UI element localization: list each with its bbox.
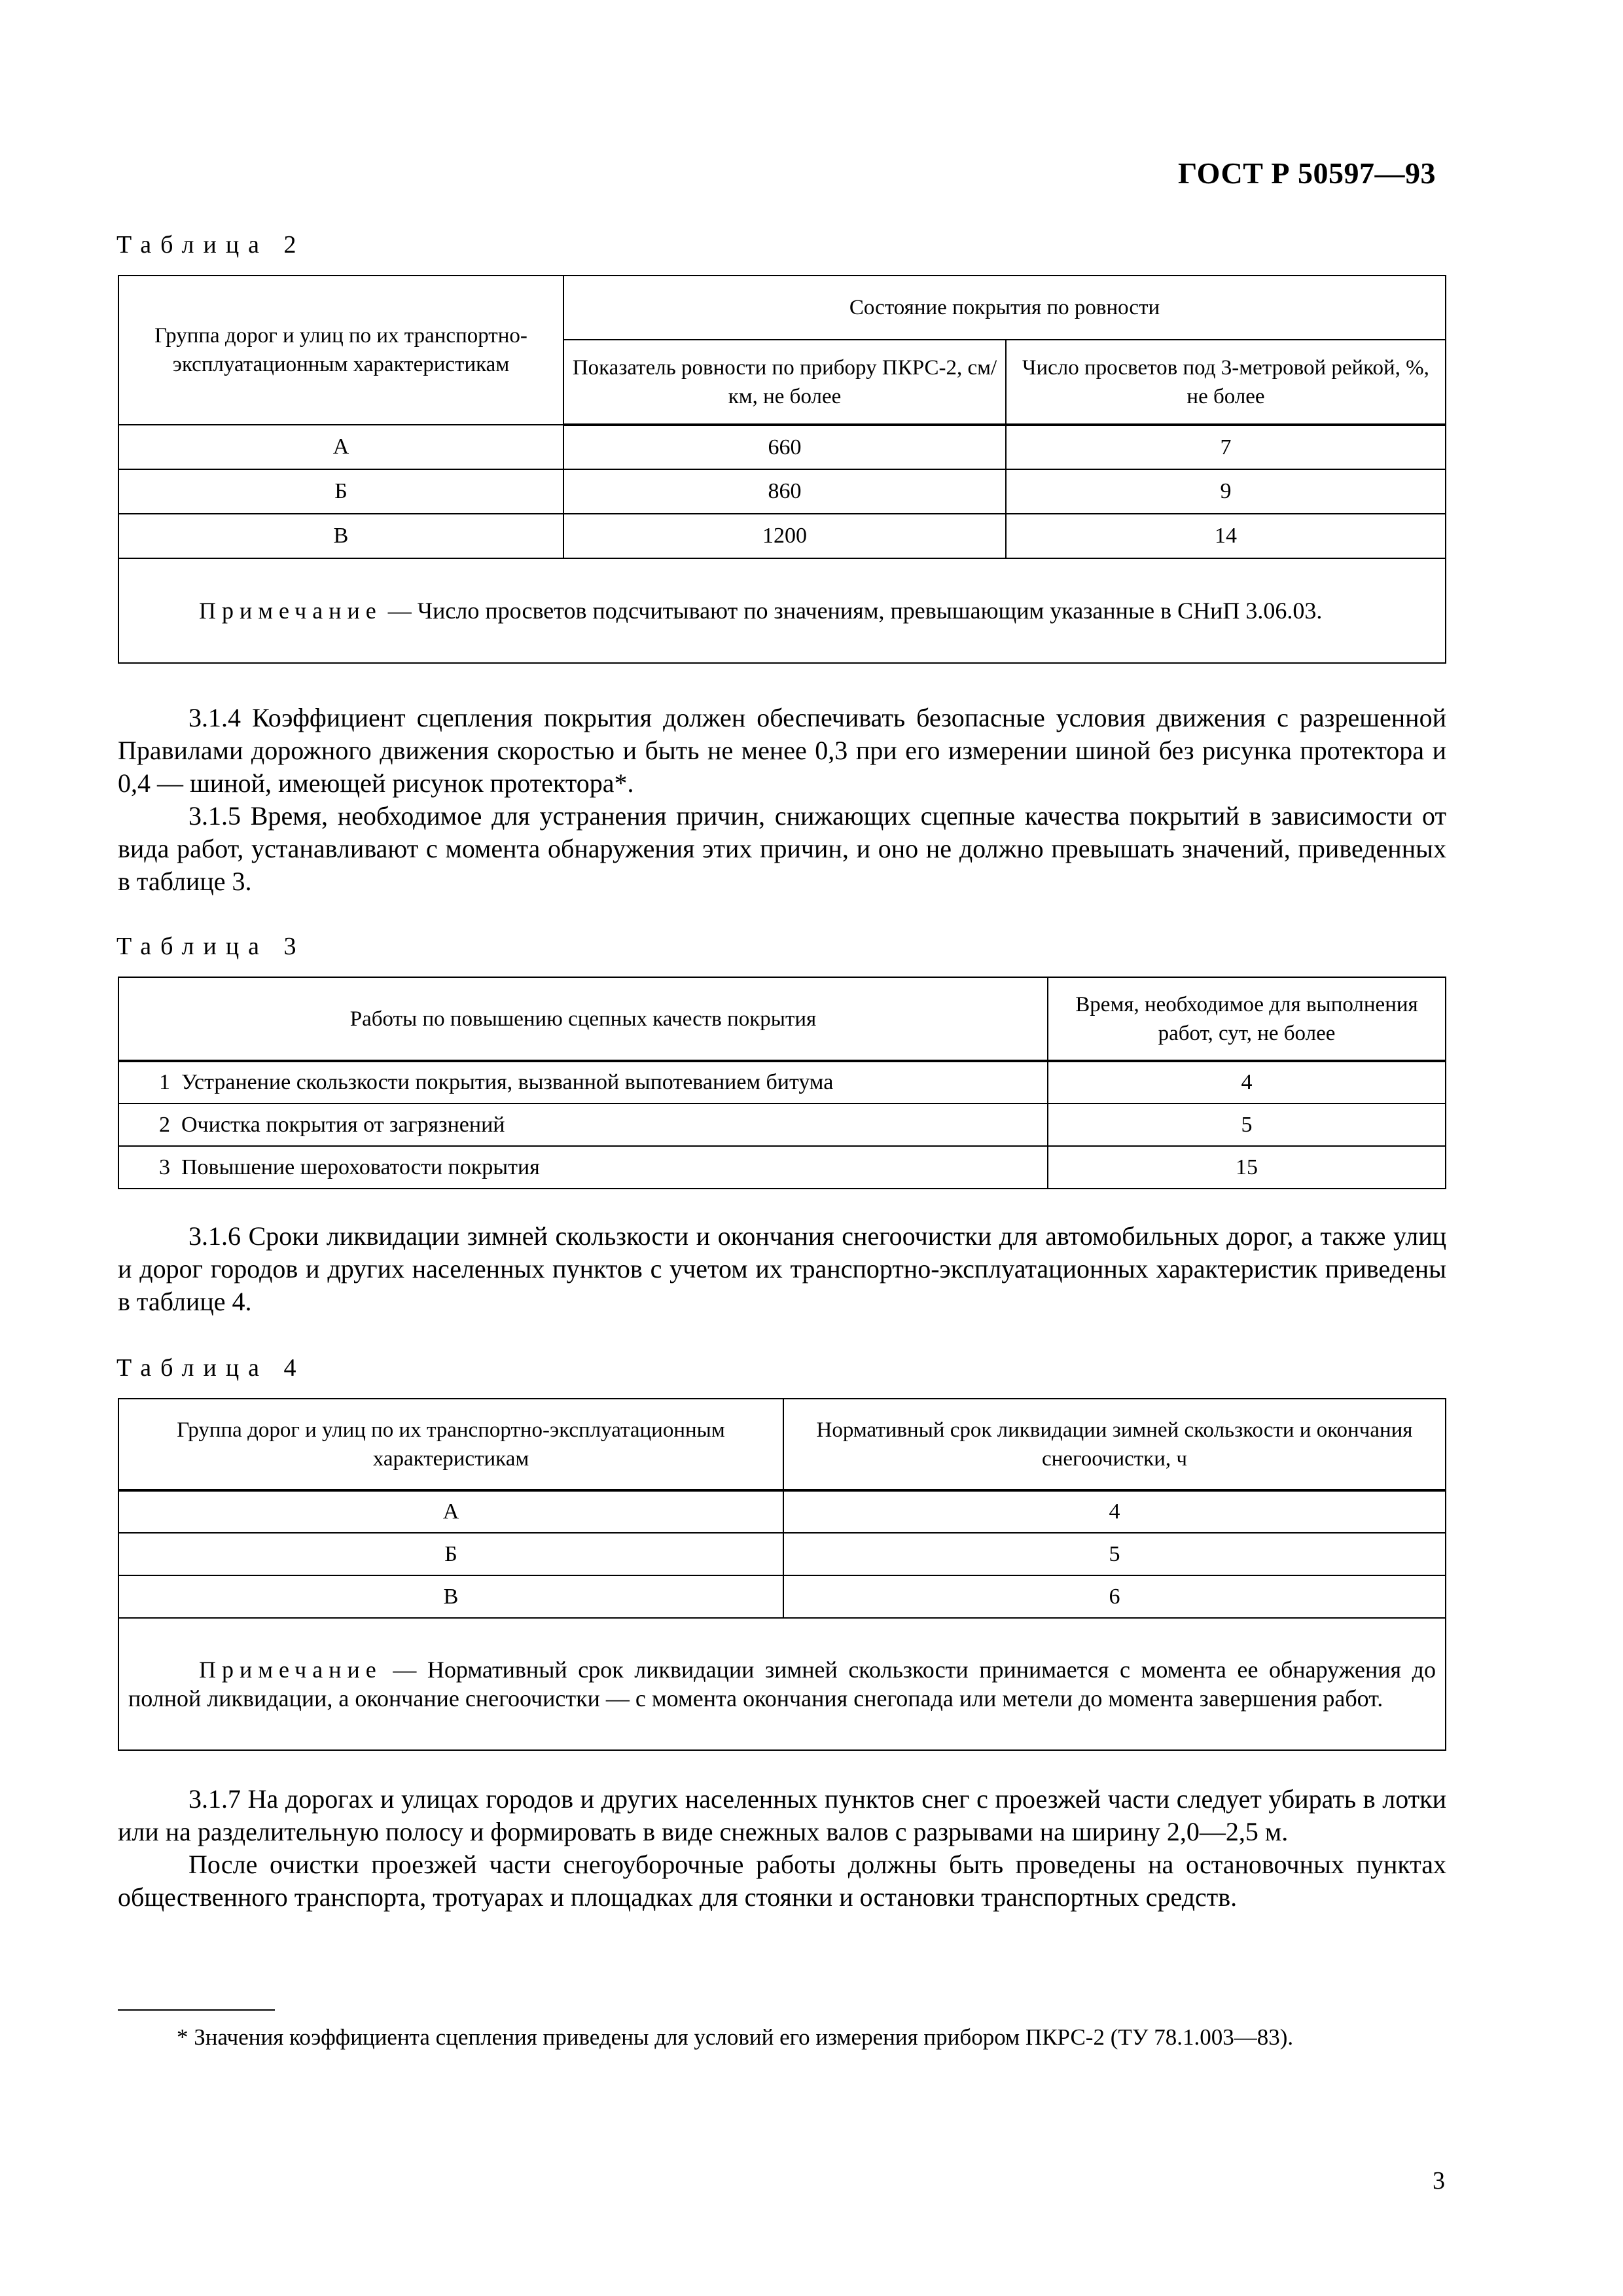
row-number: 3 (159, 1155, 170, 1179)
table-row (118, 514, 1446, 558)
table-2-col-evenness-header: Показатель ровности по прибору ПКРС-2, см/км, не более (563, 340, 1006, 425)
work-label: Повышение шероховатости покрытия (181, 1155, 540, 1179)
table-2-note (118, 558, 1446, 663)
document-code: ГОСТ Р 50597—93 (1178, 156, 1436, 190)
table-2 (118, 275, 1446, 664)
table-3-cell-days: 5 (1048, 1103, 1446, 1146)
table-2-cell-evenness: 660 (563, 425, 1006, 469)
note-text: — Нормативный срок ликвидации зимней скользкости принимается с момента ее обнаружения до полной ликвидации, а окончание снегоочистки — с момента окончания снегопада или метели до момента завершения работ. (128, 1657, 1436, 1712)
table-3-cell-days: 4 (1048, 1061, 1446, 1103)
table-4-note (118, 1618, 1446, 1750)
note-label: Примечание (199, 1657, 382, 1683)
table-4-cell-group: А (118, 1490, 783, 1533)
footnote-separator (118, 2009, 275, 2011)
work-label: Устранение скользкости покрытия, вызванной выпотеванием битума (181, 1070, 834, 1094)
table-2-cell-group: А (118, 425, 563, 469)
table-2-cell-evenness: 1200 (563, 514, 1006, 558)
table-row (118, 1575, 1446, 1618)
table-row (118, 1061, 1446, 1103)
note-text: — Число просветов подсчитывают по значениям, превышающим указанные в СНиП 3.06.03. (382, 598, 1323, 624)
paragraph-3-1-4: 3.1.4 Коэффициент сцепления покрытия должен обеспечивать безопасные условия движения с разрешенной Правилами дорожного движения скоростью и быть не менее 0,3 при его измерении шиной без рисунка протектора и 0,4 — шиной, имеющей рисунок протектора*. (118, 703, 1446, 798)
paragraph-3-1-7-continuation: После очистки проезжей части снегоуборочные работы должны быть проведены на остановочных пунктах общественного транспорта, тротуарах и площадках для стоянки и остановки транспортных средств. (118, 1850, 1446, 1912)
table-row (118, 1490, 1446, 1533)
table-3-cell-days: 15 (1048, 1146, 1446, 1189)
paragraph-3-1-7: 3.1.7 На дорогах и улицах городов и других населенных пунктов снег с проезжей части следует убирать в лотки или на разделительную полосу и формировать в виде снежных валов с разрывами на ширину 2,0—2,5 м. (118, 1784, 1446, 1846)
table-2-evenness-group-header: Состояние покрытия по ровности (563, 276, 1446, 340)
table-4-col-hours-header: Нормативный срок ликвидации зимней скользкости и окончания снегоочистки, ч (783, 1399, 1446, 1490)
table-2-cell-gaps: 7 (1006, 425, 1446, 469)
footnote (118, 2022, 1446, 2053)
table-2-cell-group: В (118, 514, 563, 558)
table-4-cell-group: В (118, 1575, 783, 1618)
table-row (118, 1103, 1446, 1146)
table-4-cell-group: Б (118, 1533, 783, 1575)
table-4-cell-hours: 6 (783, 1575, 1446, 1618)
section-3-1-6 (118, 1220, 1446, 1318)
table-2-caption: Таблица 2 (116, 231, 306, 259)
note-label: Примечание (199, 598, 382, 624)
table-4 (118, 1398, 1446, 1751)
section-3-1-7 (118, 1783, 1446, 1914)
row-number: 2 (159, 1112, 170, 1137)
table-2-cell-group: Б (118, 469, 563, 514)
table-2-col-gaps-header: Число просветов под 3-метровой рейкой, %, не более (1006, 340, 1446, 425)
work-label: Очистка покрытия от загрязнений (181, 1112, 505, 1137)
paragraph-3-1-6: 3.1.6 Сроки ликвидации зимней скользкости и окончания снегоочистки для автомобильных дорог, а также улиц и дорог городов и других населенных пунктов с учетом их транспортно-эксплуатационных характеристик приведены в таблице 4. (118, 1221, 1446, 1316)
table-3-col-work-header: Работы по повышению сцепных качеств покрытия (118, 977, 1048, 1061)
section-3-1-4-5 (118, 702, 1446, 898)
table-row (118, 1146, 1446, 1189)
table-row (118, 1533, 1446, 1575)
paragraph-3-1-5: 3.1.5 Время, необходимое для устранения причин, снижающих сцепные качества покрытий в зависимости от вида работ, устанавливают с момента обнаружения этих причин, и оно не должно превышать значений, приведенных в таблице 3. (118, 801, 1446, 896)
table-2-col-group-header: Группа дорог и улиц по их транспортно-эксплуатационным характеристикам (118, 276, 563, 425)
table-4-cell-hours: 4 (783, 1490, 1446, 1533)
row-number: 1 (159, 1070, 170, 1094)
table-3 (118, 977, 1446, 1189)
table-3-cell-work (118, 1061, 1048, 1103)
table-2-cell-gaps: 9 (1006, 469, 1446, 514)
page-number: 3 (1433, 2167, 1445, 2195)
table-3-col-days-header: Время, необходимое для выполнения работ, сут, не более (1048, 977, 1446, 1061)
table-row (118, 425, 1446, 469)
table-2-cell-gaps: 14 (1006, 514, 1446, 558)
footnote-text: * Значения коэффициента сцепления приведены для условий его измерения прибором ПКРС-2 (ТУ 78.1.003—83). (177, 2024, 1294, 2050)
table-4-cell-hours: 5 (783, 1533, 1446, 1575)
table-3-caption: Таблица 3 (116, 933, 306, 960)
table-3-cell-work (118, 1103, 1048, 1146)
table-4-col-group-header: Группа дорог и улиц по их транспортно-эксплуатационным характеристикам (118, 1399, 783, 1490)
table-row (118, 469, 1446, 514)
table-2-cell-evenness: 860 (563, 469, 1006, 514)
table-4-caption: Таблица 4 (116, 1354, 306, 1382)
table-3-cell-work (118, 1146, 1048, 1189)
